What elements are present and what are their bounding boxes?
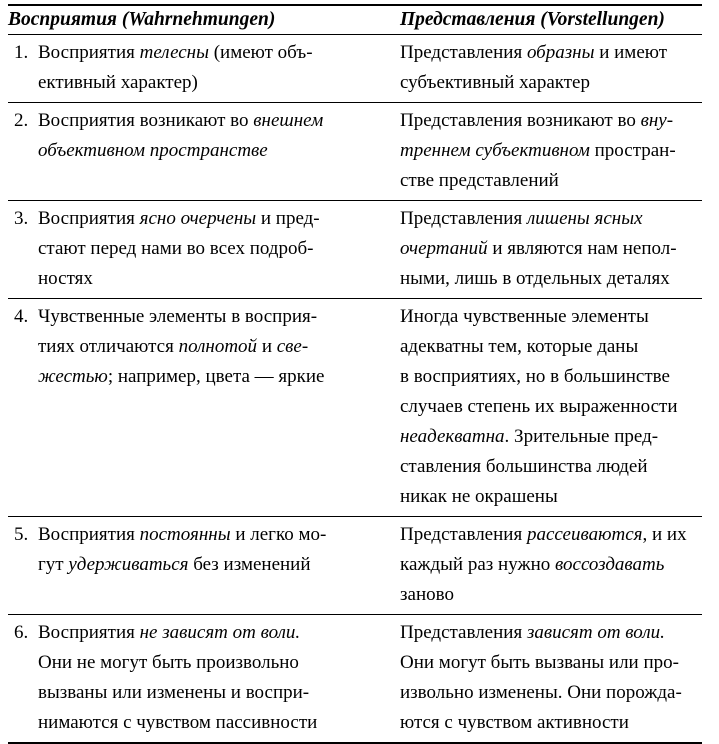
row-number: 6. <box>14 622 29 643</box>
table-header <box>8 5 702 35</box>
table-row <box>8 615 702 744</box>
row-text-left: Восприятия не зависят от воли. Они не могут быть произвольно вызваны или изменены и воспри- нимаются с чувством пассивности <box>38 622 318 733</box>
row-cell-left <box>8 615 386 744</box>
table-row <box>8 517 702 615</box>
row-text-right: Иногда чувственные элементы адекватны тем, которые даны в восприятиях, но в большинстве случаев степень их выраженности неадекватна. Зрительные пред- ставления большинства людей никак не окрашены <box>400 306 678 507</box>
row-text-left: Чувственные элементы в восприя- тиях отличаются полнотой и све- жестью; например, цвета — яркие <box>38 306 325 387</box>
row-cell-right <box>386 615 702 744</box>
row-text-left: Восприятия постоянны и легко мо- гут удерживаться без изменений <box>38 524 327 575</box>
row-number: 1. <box>14 42 29 63</box>
table-body <box>8 35 702 744</box>
row-cell-right <box>386 201 702 299</box>
table-row <box>8 299 702 517</box>
row-cell-right <box>386 35 702 103</box>
row-cell-right <box>386 299 702 517</box>
table-header-row <box>8 5 702 35</box>
row-text-right: Представления рассеиваются, и их каждый раз нужно воссоздавать заново <box>400 524 687 605</box>
row-number: 3. <box>14 208 29 229</box>
comparison-table <box>8 4 702 744</box>
row-number: 5. <box>14 524 29 545</box>
row-cell-left <box>8 299 386 517</box>
row-cell-left <box>8 35 386 103</box>
row-number: 2. <box>14 110 29 131</box>
column-header-representations: Представления (Vorstellungen) <box>386 5 702 35</box>
row-number: 4. <box>14 306 29 327</box>
table-row <box>8 201 702 299</box>
row-cell-left <box>8 103 386 201</box>
row-text-right: Представления лишены ясных очертаний и являются нам непол- ными, лишь в отдельных деталях <box>400 208 677 289</box>
row-text-left: Восприятия телесны (имеют объ- ективный характер) <box>38 42 313 93</box>
row-text-right: Представления образны и имеют субъективный характер <box>400 42 667 93</box>
row-text-right: Представления возникают во вну- треннем субъективном простран- стве представлений <box>400 110 676 191</box>
table-row <box>8 103 702 201</box>
row-text-left: Восприятия возникают во внешнем объективном пространстве <box>38 110 324 161</box>
row-text-right: Представления зависят от воли. Они могут быть вызваны или про- извольно изменены. Они порожда- ются с чувством активности <box>400 622 682 733</box>
row-cell-left <box>8 201 386 299</box>
row-text-left: Восприятия ясно очерчены и пред- стают перед нами во всех подроб- ностях <box>38 208 320 289</box>
row-cell-left <box>8 517 386 615</box>
row-cell-right <box>386 103 702 201</box>
table-row <box>8 35 702 103</box>
row-cell-right <box>386 517 702 615</box>
column-header-perceptions: Восприятия (Wahrnehmungen) <box>8 5 386 35</box>
